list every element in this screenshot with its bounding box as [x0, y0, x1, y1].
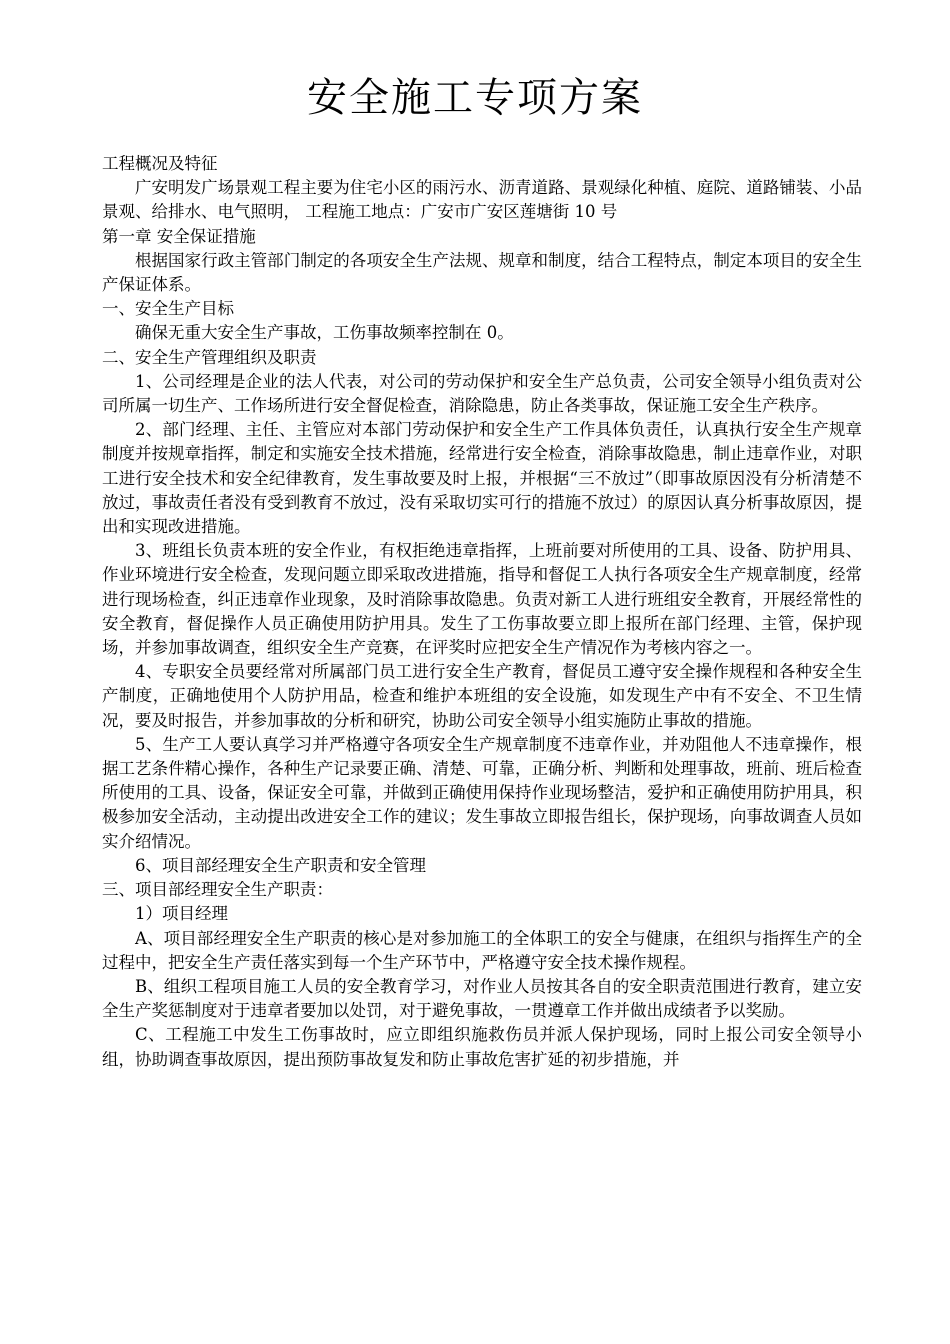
- paragraph: 确保无重大安全生产事故，工伤事故频率控制在 0。: [135, 323, 514, 343]
- section-heading: 一、安全生产目标: [102, 299, 234, 319]
- paragraph: 1、公司经理是企业的法人代表，对公司的劳动保护和安全生产总负责，公司安全领导小组负责对公司所属一切生产、工作场所进行安全督促检查，消除隐患，防止各类事故，保证施工安全生产秩序。: [102, 371, 862, 416]
- document-title: 安全施工专项方案: [307, 75, 643, 121]
- section-heading: 二、安全生产管理组织及职责: [102, 347, 317, 367]
- section-heading: 工程概况及特征: [102, 154, 218, 173]
- paragraph: B、组织工程项目施工人员的安全教育学习，对作业人员按其各自的安全职责范围进行教育，建立安全生产奖惩制度对于违章者要加以处罚，对于避免事故，一贯遵章工作并做出成绩者予以奖励。: [102, 976, 862, 1021]
- paragraph: 5、生产工人要认真学习并严格遵守各项安全生产规章制度不违章作业，并劝阻他人不违章操作，根据工艺条件精心操作，各种生产记录要正确、清楚、可靠，正确分析、判断和处理事故，班前、班后检查所使用的工具、设备，保证安全可靠，并做到正确使用保持作业现场整洁，爱护和正确使用防护用具，积极参加安全活动，主动提出改进安全工作的建议；发生事故立即报告组长，保护现场，向事故调查人员如实介绍情况。: [102, 734, 862, 851]
- paragraph: 广安明发广场景观工程主要为住宅小区的雨污水、沥青道路、景观绿化种植、庭院、道路铺装、小品景观、给排水、电气照明， 工程施工地点：广安市广安区莲塘街 10 号: [102, 178, 862, 222]
- paragraph: 3、班组长负责本班的安全作业，有权拒绝违章指挥，上班前要对所使用的工具、设备、防护用具、作业环境进行安全检查，发现问题立即采取改进措施，指导和督促工人执行各项安全生产规章制度，经常进行现场检查，纠正违章作业现象，及时消除事故隐患。负责对新工人进行班组安全教育，开展经常性的安全教育，督促操作人员正确使用防护用具。发生了工伤事故要立即上报所在部门经理、主管，保护现场，并参加事故调查，组织安全生产竞赛，在评奖时应把安全生产情况作为考核内容之一。: [102, 541, 862, 658]
- paragraph: C、工程施工中发生工伤事故时，应立即组织施救伤员并派人保护现场，同时上报公司安全领导小组，协助调查事故原因，提出预防事故复发和防止事故危害扩延的初步措施，并: [102, 1025, 862, 1069]
- paragraph: 根据国家行政主管部门制定的各项安全生产法规、规章和制度，结合工程特点，制定本项目的安全生产保证体系。: [102, 250, 862, 295]
- paragraph: 4、专职安全员要经常对所属部门员工进行安全生产教育，督促员工遵守安全操作规程和各种安全生产制度，正确地使用个人防护用品，检查和维护本班组的安全设施，如发现生产中有不安全、不卫生情况，要及时报告，并参加事故的分析和研究，协助公司安全领导小组实施防止事故的措施。: [102, 662, 862, 730]
- section-heading: 第一章 安全保证措施: [102, 226, 256, 246]
- paragraph: 6、项目部经理安全生产职责和安全管理: [135, 855, 426, 875]
- paragraph: A、项目部经理安全生产职责的核心是对参加施工的全体职工的安全与健康，在组织与指挥生产的全过程中，把安全生产责任落实到每一个生产环节中，严格遵守安全技术操作规程。: [102, 928, 862, 972]
- document-body: [102, 152, 862, 1072]
- section-heading: 三、项目部经理安全生产职责：: [102, 880, 333, 900]
- paragraph: 2、部门经理、主任、主管应对本部门劳动保护和安全生产工作具体负责任，认真执行安全生产规章制度并按规章指挥，制定和实施安全技术措施，经常进行安全检查，消除事故隐患，制止违章作业，对职工进行安全技术和安全纪律教育，发生事故要及时上报，并根据“三不放过”（即事故原因没有分析清楚不放过，事故责任者没有受到教育不放过，没有采取切实可行的措施不放过）的原因认真分析事故原因，提出和实现改进措施。: [102, 420, 862, 537]
- paragraph: 1）项目经理: [135, 904, 228, 924]
